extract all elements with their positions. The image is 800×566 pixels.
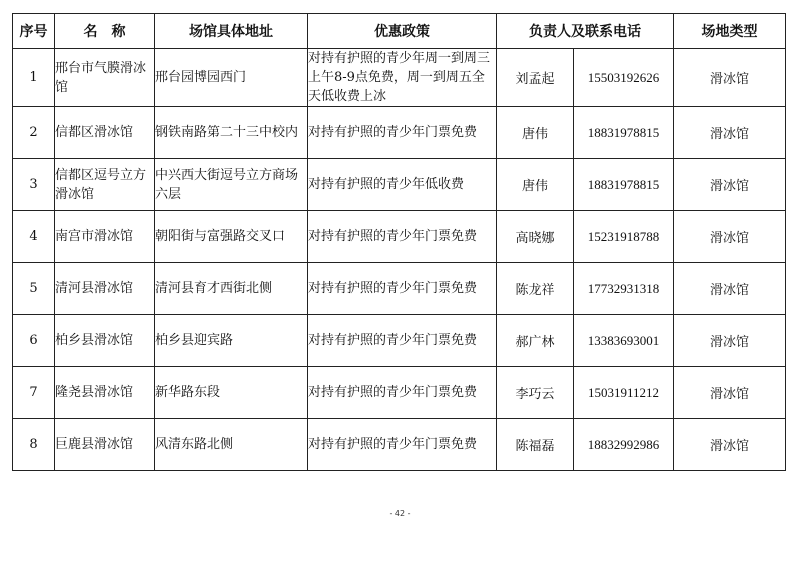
cell-index: 6 xyxy=(13,315,55,367)
cell-venue-name: 邢台市气膜滑冰馆 xyxy=(55,49,155,107)
cell-venue-name: 信都区逗号立方滑冰馆 xyxy=(55,159,155,211)
cell-phone: 18832992986 xyxy=(574,419,674,471)
cell-phone: 18831978815 xyxy=(574,107,674,159)
cell-index: 5 xyxy=(13,263,55,315)
cell-policy: 对持有护照的青少年低收费 xyxy=(308,159,497,211)
header-index: 序号 xyxy=(13,14,55,49)
table-row xyxy=(13,263,786,315)
header-type: 场地类型 xyxy=(674,14,786,49)
cell-phone: 15231918788 xyxy=(574,211,674,263)
table-row xyxy=(13,159,786,211)
cell-address: 清河县育才西街北侧 xyxy=(155,263,308,315)
cell-venue-name: 巨鹿县滑冰馆 xyxy=(55,419,155,471)
cell-phone: 15031911212 xyxy=(574,367,674,419)
cell-contact-person: 唐伟 xyxy=(497,107,574,159)
table-row xyxy=(13,367,786,419)
table-row xyxy=(13,315,786,367)
cell-venue-type: 滑冰馆 xyxy=(674,211,786,263)
cell-address: 新华路东段 xyxy=(155,367,308,419)
cell-phone: 13383693001 xyxy=(574,315,674,367)
cell-contact-person: 陈福磊 xyxy=(497,419,574,471)
table-row xyxy=(13,49,786,107)
table-row xyxy=(13,419,786,471)
cell-venue-name: 南宫市滑冰馆 xyxy=(55,211,155,263)
cell-contact-person: 陈龙祥 xyxy=(497,263,574,315)
cell-venue-name: 信都区滑冰馆 xyxy=(55,107,155,159)
cell-venue-type: 滑冰馆 xyxy=(674,159,786,211)
header-address: 场馆具体地址 xyxy=(155,14,308,49)
cell-policy: 对持有护照的青少年门票免费 xyxy=(308,263,497,315)
cell-index: 3 xyxy=(13,159,55,211)
cell-index: 2 xyxy=(13,107,55,159)
cell-index: 8 xyxy=(13,419,55,471)
cell-venue-name: 清河县滑冰馆 xyxy=(55,263,155,315)
header-policy: 优惠政策 xyxy=(308,14,497,49)
cell-index: 4 xyxy=(13,211,55,263)
table-row xyxy=(13,211,786,263)
cell-policy: 对持有护照的青少年门票免费 xyxy=(308,107,497,159)
cell-contact-person: 高晓娜 xyxy=(497,211,574,263)
cell-address: 钢铁南路第二十三中校内 xyxy=(155,107,308,159)
cell-phone: 15503192626 xyxy=(574,49,674,107)
cell-contact-person: 郝广林 xyxy=(497,315,574,367)
cell-index: 7 xyxy=(13,367,55,419)
cell-venue-type: 滑冰馆 xyxy=(674,315,786,367)
cell-contact-person: 唐伟 xyxy=(497,159,574,211)
table-row xyxy=(13,107,786,159)
cell-address: 风清东路北侧 xyxy=(155,419,308,471)
cell-address: 柏乡县迎宾路 xyxy=(155,315,308,367)
cell-address: 朝阳街与富强路交叉口 xyxy=(155,211,308,263)
cell-venue-type: 滑冰馆 xyxy=(674,263,786,315)
venue-table xyxy=(12,13,786,471)
cell-policy: 对持有护照的青少年门票免费 xyxy=(308,315,497,367)
table-header-row xyxy=(13,14,786,49)
cell-policy: 对持有护照的青少年门票免费 xyxy=(308,211,497,263)
header-name: 名 称 xyxy=(55,14,155,49)
cell-phone: 17732931318 xyxy=(574,263,674,315)
cell-phone: 18831978815 xyxy=(574,159,674,211)
cell-venue-type: 滑冰馆 xyxy=(674,49,786,107)
page-number: - 42 - xyxy=(389,509,411,518)
cell-venue-type: 滑冰馆 xyxy=(674,107,786,159)
cell-contact-person: 李巧云 xyxy=(497,367,574,419)
cell-index: 1 xyxy=(13,49,55,107)
cell-policy: 对持有护照的青少年门票免费 xyxy=(308,367,497,419)
cell-policy: 对持有护照的青少年周一到周三上午8-9点免费，周一到周五全天低收费上冰 xyxy=(308,49,497,107)
cell-address: 邢台园博园西门 xyxy=(155,49,308,107)
cell-address: 中兴西大街逗号立方商场六层 xyxy=(155,159,308,211)
cell-venue-name: 柏乡县滑冰馆 xyxy=(55,315,155,367)
cell-venue-type: 滑冰馆 xyxy=(674,419,786,471)
header-contact: 负责人及联系电话 xyxy=(497,14,674,49)
cell-contact-person: 刘孟起 xyxy=(497,49,574,107)
cell-venue-type: 滑冰馆 xyxy=(674,367,786,419)
cell-venue-name: 隆尧县滑冰馆 xyxy=(55,367,155,419)
cell-policy: 对持有护照的青少年门票免费 xyxy=(308,419,497,471)
